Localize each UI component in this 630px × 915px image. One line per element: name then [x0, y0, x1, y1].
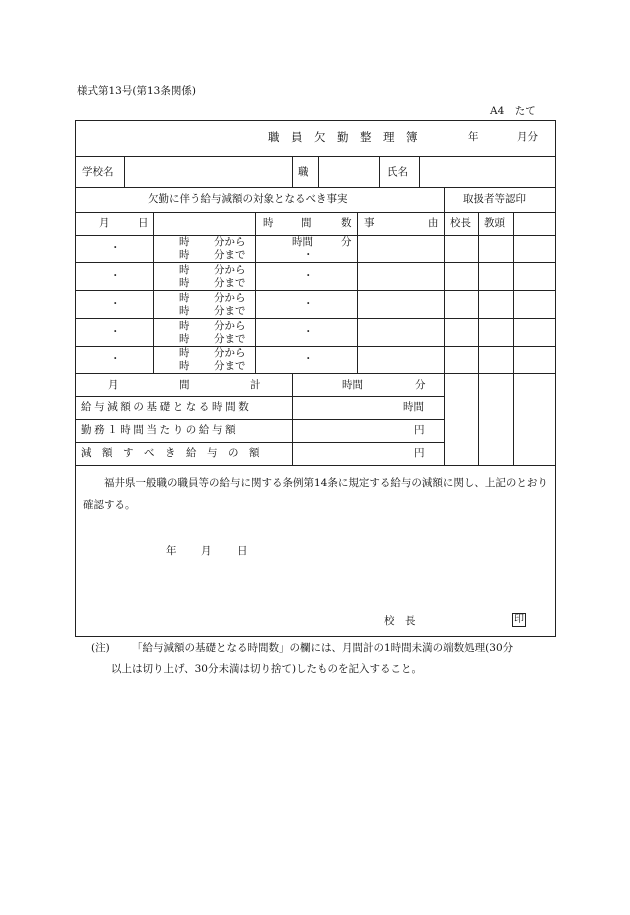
to-hour: 時	[179, 360, 190, 372]
from-hour: 時	[179, 347, 190, 359]
duration-minutes: 分	[341, 236, 352, 248]
row-line	[75, 442, 444, 443]
basis-hours-label: 給与減額の基礎となる時間数	[81, 401, 252, 413]
col-line	[153, 212, 154, 373]
col-line	[478, 212, 479, 465]
col-line	[292, 156, 293, 187]
deduction-label: 減 額 す べ き 給 与 の 額	[81, 447, 260, 459]
date-dot: ・	[110, 298, 121, 310]
form-number: 様式第13号(第13条関係)	[77, 85, 196, 97]
name-label: 氏名	[387, 166, 408, 178]
deduction-unit: 円	[414, 447, 425, 459]
date-year: 年	[166, 545, 177, 557]
from-minute: 分から	[214, 347, 246, 359]
col-reason-2: 由	[428, 217, 439, 229]
school-label: 学校名	[82, 166, 114, 178]
paper-size: A4 たて	[490, 105, 536, 117]
to-hour: 時	[179, 305, 190, 317]
from-minute: 分から	[214, 292, 246, 304]
col-principal: 校長	[450, 217, 471, 229]
row-line	[75, 346, 556, 347]
date-day: 日	[237, 545, 248, 557]
note-line-2: 以上は切り上げ、30分未満は切り捨て)したものを記入すること。	[111, 663, 423, 675]
from-minute: 分から	[214, 236, 246, 248]
col-line	[379, 156, 380, 187]
note-line-1: 「給与減額の基礎となる時間数」の欄には、月間計の1時間未満の端数処理(30分	[132, 642, 514, 654]
duration-dot: ・	[303, 298, 314, 310]
note-label: (注)	[91, 642, 110, 654]
row-line	[75, 465, 556, 466]
monthly-total-label-1: 月	[108, 379, 119, 391]
section-header: 欠勤に伴う給与減額の対象となるべき事実	[148, 193, 348, 205]
col-reason-1: 事	[364, 217, 375, 229]
seal-mark: 印	[514, 614, 524, 625]
row-line	[75, 373, 556, 374]
col-hours-3: 数	[341, 217, 352, 229]
from-minute: 分から	[214, 264, 246, 276]
duration-dot: ・	[303, 353, 314, 365]
from-hour: 時	[179, 292, 190, 304]
hourly-pay-label: 勤務１時間当たりの給与額	[81, 424, 239, 436]
principal-signature: 校 長	[384, 615, 416, 627]
row-line	[75, 290, 556, 291]
col-line	[292, 373, 293, 465]
col-month: 月	[99, 217, 110, 229]
col-line	[444, 187, 445, 465]
hourly-pay-unit: 円	[414, 424, 425, 436]
date-dot: ・	[110, 270, 121, 282]
col-line	[513, 212, 514, 465]
handler-header: 取扱者等認印	[463, 193, 526, 205]
col-hours-2: 間	[301, 217, 312, 229]
date-dot: ・	[110, 353, 121, 365]
row-line	[75, 262, 556, 263]
duration-hours: 時間	[292, 236, 313, 248]
from-hour: 時	[179, 264, 190, 276]
to-minute: 分まで	[214, 305, 246, 317]
title-month: 月分	[517, 131, 538, 143]
col-line	[357, 212, 358, 373]
duration-dot: ・	[303, 249, 314, 261]
duration-dot: ・	[303, 270, 314, 282]
from-hour: 時	[179, 236, 190, 248]
to-hour: 時	[179, 249, 190, 261]
col-line	[419, 156, 420, 187]
to-minute: 分まで	[214, 360, 246, 372]
date-dot: ・	[110, 242, 121, 254]
basis-hours-unit: 時間	[403, 401, 424, 413]
row-line	[75, 156, 556, 157]
to-minute: 分まで	[214, 333, 246, 345]
row-line	[75, 396, 444, 397]
row-line	[75, 235, 556, 236]
col-day: 日	[138, 217, 149, 229]
confirmation-text: 福井県一般職の職員等の給与に関する条例第14条に規定する給与の減額に関し、上記のとおり確認する。	[83, 477, 548, 511]
col-line	[124, 156, 125, 187]
col-line	[255, 212, 256, 373]
from-hour: 時	[179, 320, 190, 332]
monthly-total-label-3: 計	[250, 379, 261, 391]
title-year: 年	[468, 131, 479, 143]
col-line	[318, 156, 319, 187]
monthly-total-minutes: 分	[415, 379, 426, 391]
date-month: 月	[201, 545, 212, 557]
to-hour: 時	[179, 277, 190, 289]
position-label: 職	[298, 166, 309, 178]
row-line	[75, 318, 556, 319]
row-line	[75, 419, 444, 420]
row-line	[75, 212, 556, 213]
to-minute: 分まで	[214, 249, 246, 261]
to-hour: 時	[179, 333, 190, 345]
to-minute: 分まで	[214, 277, 246, 289]
row-line	[75, 187, 556, 188]
duration-dot: ・	[303, 326, 314, 338]
from-minute: 分から	[214, 320, 246, 332]
col-hours-1: 時	[263, 217, 274, 229]
col-vice-principal: 教頭	[484, 217, 505, 229]
date-dot: ・	[110, 326, 121, 338]
monthly-total-label-2: 間	[179, 379, 190, 391]
monthly-total-hours: 時間	[342, 379, 363, 391]
form-title: 職 員 欠 勤 整 理 簿	[268, 130, 418, 144]
